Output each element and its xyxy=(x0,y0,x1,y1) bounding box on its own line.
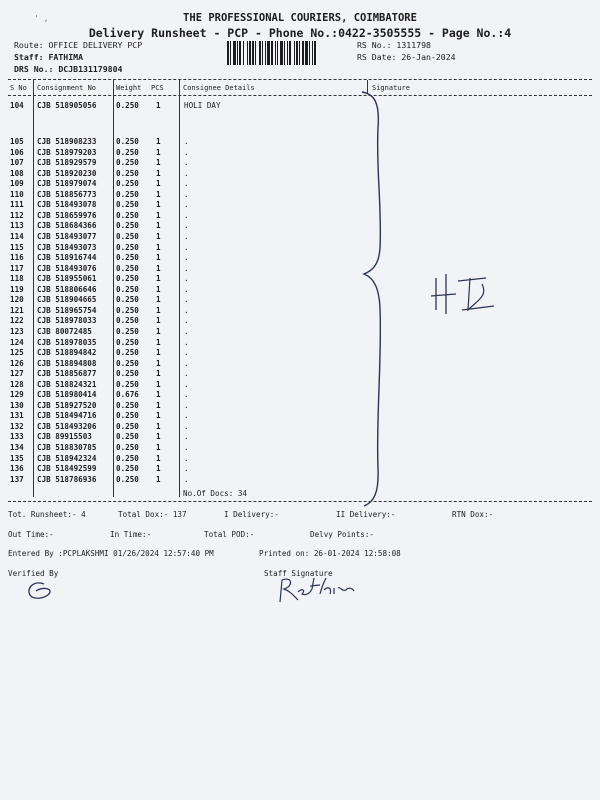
company-name: THE PROFESSIONAL COURIERS, COIMBATORE xyxy=(183,12,417,24)
row-cell-consignee: . xyxy=(184,168,189,178)
row-cell-weight: 0.250 xyxy=(116,158,139,168)
row-cell-sno: 134 xyxy=(10,443,24,452)
row-cell-consignee: . xyxy=(184,348,189,357)
row-104-consignment: CJB 518905056 xyxy=(37,101,97,110)
row-cell-sno: 106 xyxy=(10,147,24,157)
row-cell-weight: 0.250 xyxy=(116,200,139,210)
row-cell-consignment: CJB 518830785 xyxy=(37,443,97,452)
row-cell-sno: 114 xyxy=(10,231,24,241)
row-cell-pcs: 1 xyxy=(156,337,161,347)
ii-delivery: II Delivery:- xyxy=(336,510,396,519)
row-cell-consignment: CJB 518493076 xyxy=(37,263,97,273)
row-cell-consignment: CJB 518493206 xyxy=(37,421,97,431)
barcode-bar xyxy=(314,41,316,65)
barcode-bar xyxy=(302,41,304,65)
row-cell-weight: 0.250 xyxy=(116,231,139,241)
row-cell-consignee: . xyxy=(184,316,189,326)
row-cell-sno: 112 xyxy=(10,210,24,220)
row-cell-sno: 127 xyxy=(10,369,24,379)
row-cell-pcs: 1 xyxy=(156,326,161,336)
row-cell-weight: 0.250 xyxy=(116,295,139,305)
barcode-bar xyxy=(299,41,300,65)
row-cell-weight: 0.250 xyxy=(116,358,139,368)
row-cell-pcs: 1 xyxy=(156,464,161,474)
barcode-bar xyxy=(277,41,278,65)
row-cell-consignment: CJB 80072485 xyxy=(37,326,92,336)
row-cell-weight: 0.250 xyxy=(116,221,139,231)
row-cell-pcs: 1 xyxy=(156,316,161,326)
row-cell-consignment: CJB 518979074 xyxy=(37,179,97,189)
barcode-bar xyxy=(309,41,310,65)
row-cell-consignment: CJB 518856773 xyxy=(37,189,97,199)
row-cell-weight: 0.250 xyxy=(116,453,139,463)
row-cell-consignment: CJB 518659976 xyxy=(37,210,97,220)
row-cell-weight: 0.250 xyxy=(116,189,139,199)
row-cell-consignee: . xyxy=(184,147,189,157)
row-cell-consignment: CJB 518894808 xyxy=(37,358,97,368)
row-cell-weight: 0.250 xyxy=(116,421,139,431)
row-cell-consignee: . xyxy=(184,179,189,189)
row-cell-weight: 0.250 xyxy=(116,168,139,178)
row-cell-consignee: . xyxy=(184,253,189,263)
row-cell-consignee: . xyxy=(184,263,189,273)
row-cell-sno: 123 xyxy=(10,326,24,336)
row-cell-weight: 0.676 xyxy=(116,390,139,400)
barcode-bar xyxy=(305,41,308,65)
row-cell-sno: 117 xyxy=(10,263,24,273)
row-cell-consignee: . xyxy=(184,231,189,241)
row-cell-pcs: 1 xyxy=(156,221,161,231)
barcode-bar xyxy=(296,41,298,65)
row-cell-consignment: CJB 518980414 xyxy=(37,390,97,400)
row-cell-consignee: . xyxy=(184,379,189,389)
row-cell-pcs: 1 xyxy=(156,411,161,421)
row-cell-sno: 110 xyxy=(10,189,24,199)
row-cell-consignee: . xyxy=(184,274,189,284)
row-cell-weight: 0.250 xyxy=(116,379,139,389)
row-cell-pcs: 1 xyxy=(156,242,161,252)
row-cell-sno: 133 xyxy=(10,432,24,442)
row-cell-consignment: CJB 518978035 xyxy=(37,337,97,347)
barcode-bar xyxy=(243,41,244,65)
row-cell-consignee: . xyxy=(184,295,189,305)
row-cell-sno: 135 xyxy=(10,453,24,463)
barcode-bar xyxy=(247,41,248,65)
row-cell-consignment: CJB 518929579 xyxy=(37,158,97,168)
row-cell-consignment: CJB 518955061 xyxy=(37,274,97,284)
row-cell-weight: 0.250 xyxy=(116,147,139,157)
col-divider-2 xyxy=(113,80,114,497)
row-cell-consignee: . xyxy=(184,337,189,347)
row-cell-consignee: . xyxy=(184,305,189,315)
barcode-bar xyxy=(265,41,266,65)
row-cell-consignee: . xyxy=(184,137,189,146)
staff-label: Staff: FATHIMA xyxy=(14,52,84,62)
row-cell-weight: 0.250 xyxy=(116,326,139,336)
row-cell-sno: 136 xyxy=(10,464,24,474)
row-cell-pcs: 1 xyxy=(156,390,161,400)
row-cell-consignee: . xyxy=(184,326,189,336)
docs-count: No.Of Docs: 34 xyxy=(183,489,248,498)
row-cell-consignment: CJB 518908233 xyxy=(37,137,97,146)
row-cell-weight: 0.250 xyxy=(116,263,139,273)
barcode-bar xyxy=(237,41,238,65)
barcode-bar xyxy=(312,41,313,65)
col-divider-3 xyxy=(179,80,180,497)
row-cell-sno: 122 xyxy=(10,316,24,326)
staff-signature-label: Staff Signature xyxy=(264,569,333,578)
row-cell-consignee: . xyxy=(184,221,189,231)
col-header-pcs: PCS xyxy=(151,84,164,92)
row-cell-consignee: . xyxy=(184,200,189,210)
row-cell-weight: 0.250 xyxy=(116,253,139,263)
row-cell-pcs: 1 xyxy=(156,284,161,294)
row-cell-consignee: . xyxy=(184,443,189,452)
verifier-initial-signature xyxy=(24,578,54,602)
col-header-consignee: Consignee Details xyxy=(183,84,255,92)
verified-by-label: Verified By xyxy=(8,569,59,578)
row-cell-consignment: CJB 518786936 xyxy=(37,474,97,484)
row-cell-weight: 0.250 xyxy=(116,337,139,347)
row-cell-weight: 0.250 xyxy=(116,305,139,315)
row-cell-consignment: CJB 518979203 xyxy=(37,147,97,157)
row-cell-pcs: 1 xyxy=(156,432,161,442)
row-cell-pcs: 1 xyxy=(156,263,161,273)
row-cell-consignee: . xyxy=(184,210,189,220)
row-cell-pcs: 1 xyxy=(156,379,161,389)
barcode-bar xyxy=(280,41,283,65)
row-cell-weight: 0.250 xyxy=(116,210,139,220)
rs-number: RS No.: 1311798 xyxy=(357,40,431,50)
row-cell-sno: 107 xyxy=(10,158,24,168)
row-cell-weight: 0.250 xyxy=(116,179,139,189)
row-cell-consignment: CJB 518894842 xyxy=(37,348,97,357)
row-cell-consignee: . xyxy=(184,390,189,400)
row-cell-consignment: CJB 518856877 xyxy=(37,369,97,379)
row-cell-pcs: 1 xyxy=(156,453,161,463)
staff-handwritten-signature xyxy=(276,574,356,604)
row-cell-consignment: CJB 518978033 xyxy=(37,316,97,326)
row-cell-consignment: CJB 518684366 xyxy=(37,221,97,231)
row-cell-weight: 0.250 xyxy=(116,316,139,326)
row-cell-consignee: . xyxy=(184,158,189,168)
row-cell-pcs: 1 xyxy=(156,231,161,241)
row-cell-sno: 137 xyxy=(10,474,24,484)
row-cell-consignee: . xyxy=(184,242,189,252)
row-cell-pcs: 1 xyxy=(156,295,161,305)
delvy-points: Delvy Points:- xyxy=(310,530,375,539)
row-cell-weight: 0.250 xyxy=(116,474,139,484)
row-cell-sno: 126 xyxy=(10,358,24,368)
row-cell-pcs: 1 xyxy=(156,348,161,357)
entered-by: Entered By :PCPLAKSHMI 01/26/2024 12:57:40 PM xyxy=(8,549,214,558)
row-cell-pcs: 1 xyxy=(156,189,161,199)
out-time: Out Time:- xyxy=(8,530,54,539)
row-cell-weight: 0.250 xyxy=(116,432,139,442)
row-cell-consignee: . xyxy=(184,453,189,463)
row-cell-weight: 0.250 xyxy=(116,411,139,421)
row-cell-sno: 125 xyxy=(10,348,24,357)
i-delivery: I Delivery:- xyxy=(224,510,279,519)
row-cell-consignee: . xyxy=(184,411,189,421)
barcode-bar xyxy=(271,41,273,65)
rs-date: RS Date: 26-Jan-2024 xyxy=(357,52,456,62)
corner-mark: ' , xyxy=(34,14,49,23)
barcode-bar xyxy=(252,41,254,65)
route-label: Route: OFFICE DELIVERY PCP xyxy=(14,40,143,50)
row-cell-sno: 124 xyxy=(10,337,24,347)
row-cell-pcs: 1 xyxy=(156,179,161,189)
row-cell-consignment: CJB 518920230 xyxy=(37,168,97,178)
row-104-weight: 0.250 xyxy=(116,101,139,110)
row-cell-weight: 0.250 xyxy=(116,274,139,284)
col-header-consignment: Consignment No xyxy=(37,84,97,92)
row-cell-consignee: . xyxy=(184,400,189,410)
col-header-sno: S No xyxy=(10,84,27,92)
row-cell-sno: 113 xyxy=(10,221,24,231)
row-cell-sno: 118 xyxy=(10,274,24,284)
row-cell-weight: 0.250 xyxy=(116,400,139,410)
row-cell-consignment: CJB 518824321 xyxy=(37,379,97,389)
row-cell-consignee: . xyxy=(184,369,189,379)
drs-number: DRS No.: DCJB131179804 xyxy=(14,64,123,74)
row-cell-sno: 116 xyxy=(10,253,24,263)
row-cell-consignee: . xyxy=(184,189,189,199)
barcode-bar xyxy=(294,41,295,65)
row-cell-pcs: 1 xyxy=(156,358,161,368)
barcode-bar xyxy=(230,41,231,65)
col-divider-1 xyxy=(33,80,34,497)
barcode-bar xyxy=(262,41,263,65)
row-cell-consignee: . xyxy=(184,432,189,442)
barcode-bar xyxy=(275,41,276,65)
row-cell-sno: 128 xyxy=(10,379,24,389)
row-cell-consignee: . xyxy=(184,358,189,368)
barcode-bar xyxy=(289,41,291,65)
row-cell-weight: 0.250 xyxy=(116,137,139,146)
col-header-weight: Weight xyxy=(116,84,142,92)
row-cell-consignment: CJB 518916744 xyxy=(37,253,97,263)
row-cell-sno: 129 xyxy=(10,390,24,400)
row-104-sno: 104 xyxy=(10,101,24,110)
row-cell-consignment: CJB 518806646 xyxy=(37,284,97,294)
row-cell-weight: 0.250 xyxy=(116,443,139,452)
row-cell-sno: 131 xyxy=(10,411,24,421)
table-top-rule xyxy=(8,79,592,80)
row-cell-consignment: CJB 518494716 xyxy=(37,411,97,421)
row-cell-pcs: 1 xyxy=(156,137,161,146)
row-cell-sno: 105 xyxy=(10,137,24,146)
total-dox: Total Dox:- 137 xyxy=(118,510,187,519)
runsheet-title: Delivery Runsheet - PCP - Phone No.:0422-3505555 - Page No.:4 xyxy=(88,26,512,40)
row-cell-pcs: 1 xyxy=(156,443,161,452)
row-cell-weight: 0.250 xyxy=(116,284,139,294)
row-cell-consignment: CJB 518493078 xyxy=(37,200,97,210)
row-cell-consignment: CJB 518492599 xyxy=(37,464,97,474)
row-cell-sno: 108 xyxy=(10,168,24,178)
row-cell-consignee: . xyxy=(184,284,189,294)
row-cell-consignee: . xyxy=(184,464,189,474)
row-cell-weight: 0.250 xyxy=(116,348,139,357)
rtn-dox: RTN Dox:- xyxy=(452,510,494,519)
row-cell-pcs: 1 xyxy=(156,210,161,220)
row-cell-pcs: 1 xyxy=(156,400,161,410)
barcode-bar xyxy=(227,41,229,65)
row-cell-pcs: 1 xyxy=(156,168,161,178)
row-cell-sno: 115 xyxy=(10,242,24,252)
in-time: In Time:- xyxy=(110,530,152,539)
barcode-bar xyxy=(239,41,241,65)
row-104-pcs: 1 xyxy=(156,101,161,110)
row-cell-pcs: 1 xyxy=(156,158,161,168)
row-cell-pcs: 1 xyxy=(156,253,161,263)
row-cell-sno: 111 xyxy=(10,200,24,210)
row-cell-sno: 121 xyxy=(10,305,24,315)
row-cell-sno: 120 xyxy=(10,295,24,305)
barcode-bar xyxy=(267,41,270,65)
row-cell-sno: 130 xyxy=(10,400,24,410)
row-cell-pcs: 1 xyxy=(156,421,161,431)
row-cell-consignment: CJB 89915503 xyxy=(37,432,92,442)
printed-on: Printed on: 26-01-2024 12:58:08 xyxy=(259,549,401,558)
col-header-signature: Signature xyxy=(372,84,410,92)
barcode-bar xyxy=(259,41,261,65)
barcode-bar xyxy=(249,41,251,65)
barcode-bar xyxy=(284,41,285,65)
row-cell-pcs: 1 xyxy=(156,147,161,157)
row-cell-weight: 0.250 xyxy=(116,464,139,474)
row-cell-sno: 109 xyxy=(10,179,24,189)
barcode-bar xyxy=(233,41,236,65)
barcode-bar xyxy=(255,41,256,65)
handwritten-brace-signature xyxy=(360,88,530,508)
row-cell-pcs: 1 xyxy=(156,200,161,210)
row-cell-consignment: CJB 518942324 xyxy=(37,453,97,463)
row-cell-consignment: CJB 518927520 xyxy=(37,400,97,410)
barcode-bar xyxy=(287,41,288,65)
row-cell-consignment: CJB 518493073 xyxy=(37,242,97,252)
row-cell-sno: 119 xyxy=(10,284,24,294)
row-cell-pcs: 1 xyxy=(156,305,161,315)
row-cell-consignment: CJB 518493077 xyxy=(37,231,97,241)
row-cell-pcs: 1 xyxy=(156,474,161,484)
tot-runsheet: Tot. Runsheet:- 4 xyxy=(8,510,86,519)
row-cell-consignee: . xyxy=(184,421,189,431)
row-cell-weight: 0.250 xyxy=(116,242,139,252)
row-cell-consignment: CJB 518904665 xyxy=(37,295,97,305)
row-cell-pcs: 1 xyxy=(156,369,161,379)
row-cell-sno: 132 xyxy=(10,421,24,431)
row-104-consignee: HOLI DAY xyxy=(184,101,221,110)
row-cell-consignment: CJB 518965754 xyxy=(37,305,97,315)
barcode xyxy=(227,41,351,65)
row-cell-consignee: . xyxy=(184,474,189,484)
total-pod: Total POD:- xyxy=(204,530,255,539)
row-cell-weight: 0.250 xyxy=(116,369,139,379)
row-cell-pcs: 1 xyxy=(156,274,161,284)
